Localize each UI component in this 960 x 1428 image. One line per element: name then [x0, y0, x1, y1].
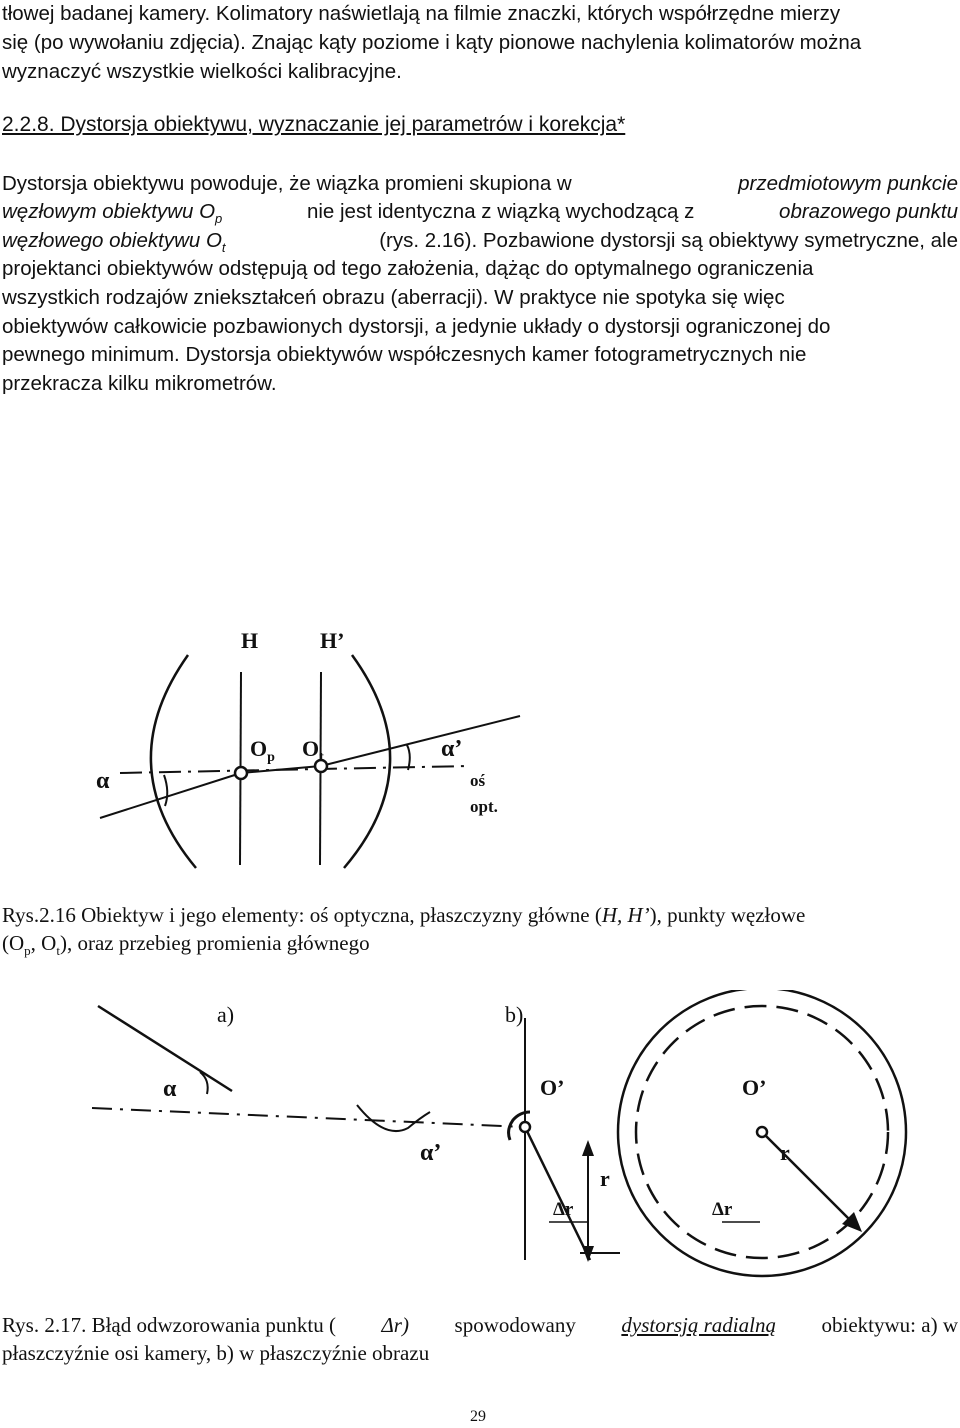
radius-line	[762, 1132, 850, 1220]
label-ot-o: O	[302, 736, 320, 761]
optical-axis-a	[92, 1108, 525, 1127]
label-opt: opt.	[470, 797, 498, 816]
paragraph-line-1	[2, 172, 958, 196]
para-l2-italic-end: obrazowego punktu	[779, 200, 958, 223]
node-point-b	[757, 1127, 767, 1137]
figure-2-16	[0, 600, 960, 900]
cap216-a: Rys.2.16 Obiektyw i jego elementy: oś optyczna, płaszczyzny główne (	[2, 903, 602, 927]
cap217-a: Rys. 2.17. Błąd odwzorowania punktu (	[2, 1313, 336, 1337]
intro-line-3: wyznaczyć wszystkie wielkości kalibracyjne.	[2, 60, 402, 83]
label-o-prime-b: O’	[742, 1075, 767, 1100]
optical-axis	[120, 766, 470, 773]
cap216-d: (O	[2, 931, 25, 955]
para-l2-sub: p	[215, 211, 223, 227]
label-op	[250, 736, 275, 765]
paragraph-line-6	[2, 315, 958, 339]
outgoing-ray	[321, 716, 520, 766]
label-alpha-prime-a: α’	[420, 1140, 442, 1166]
para-l1-italic: przedmiotowym punkcie	[738, 172, 958, 195]
section-heading: 2.2.8. Dystorsja obiektywu, wyznaczanie jej parametrów i korekcja*	[2, 113, 626, 136]
para-l2-text: nie jest identyczna z wiązką wychodzącą z	[306, 200, 695, 223]
label-delta-r-a: Δr	[553, 1199, 574, 1220]
intro-line-2: się (po wywołaniu zdjęcia). Znając kąty poziome i kąty pionowe nachylenia kolimatorów można	[2, 31, 862, 54]
figure-2-17-caption-line-2: płaszczyźnie osi kamery, b) w płaszczyźnie obrazu	[2, 1341, 430, 1365]
para-l3-ot: węzłowego obiektywu O	[2, 229, 222, 252]
label-o-prime-a: O’	[540, 1075, 565, 1100]
angle-arc-alpha-prime-a	[357, 1105, 430, 1131]
cap216-b: H, H’	[601, 903, 650, 927]
label-op-sub: p	[267, 750, 275, 765]
lens-surface-left	[151, 655, 196, 868]
para-l7-text: pewnego minimum. Dystorsja obiektywów współczesnych kamer fotogrametrycznych nie	[2, 343, 807, 366]
label-os: oś	[470, 771, 486, 790]
paragraph-line-3	[2, 229, 958, 255]
paragraph-line-4	[2, 257, 958, 281]
label-alpha-prime: α’	[441, 736, 463, 762]
para-l2-italic	[2, 200, 222, 226]
node-point-a	[520, 1122, 530, 1132]
label-h: H	[241, 628, 259, 653]
r-arrow-up	[582, 1140, 594, 1156]
figure-2-17	[0, 990, 960, 1280]
cap217-b: Δr)	[381, 1313, 409, 1337]
paragraph-line-8: przekracza kilku mikrometrów.	[2, 372, 277, 395]
cap216-e: , O	[30, 931, 57, 955]
para-l1-text: Dystorsja obiektywu powoduje, że wiązka promieni skupiona w	[2, 172, 572, 195]
cap217-d: dystorsją radialną	[621, 1313, 776, 1337]
label-delta-r-b: Δr	[712, 1199, 733, 1220]
outgoing-ray-a	[525, 1127, 590, 1260]
page-number: 29	[470, 1408, 486, 1425]
label-h-prime: H’	[320, 628, 345, 653]
paragraph-line-2	[2, 200, 958, 226]
cap217-e: obiektywu: a) w	[821, 1313, 958, 1337]
cap216-sub2: t	[56, 943, 60, 959]
para-l4-text: projektanci obiektywów odstępują od tego założenia, dążąc do optymalnego ograniczenia	[2, 257, 814, 280]
label-a: a)	[217, 1002, 235, 1027]
cap216-f: ), oraz przebieg promienia głównego	[59, 931, 370, 955]
paragraph-line-7	[2, 343, 958, 367]
figure-2-16-caption-line-2	[2, 931, 370, 959]
label-alpha: α	[96, 768, 110, 794]
figure-2-17-caption-line-1	[2, 1313, 958, 1338]
label-alpha-a: α	[163, 1076, 177, 1102]
intro-line-1: tłowej badanej kamery. Kolimatory naświetlają na filmie znaczki, których współrzędne mierzy	[2, 2, 841, 25]
para-l6-text: obiektywów całkowicie pozbawionych dystorsji, a jedynie układy o dystorsji ograniczonej do	[2, 315, 831, 338]
cap216-sub1: p	[24, 943, 31, 959]
para-l3-text: (rys. 2.16). Pozbawione dystorsji są obiektywy symetryczne, ale	[379, 229, 958, 252]
label-r-a: r	[600, 1166, 610, 1191]
para-l3-sub: t	[221, 240, 226, 256]
lens-surface-right	[344, 655, 390, 868]
paragraph-line-5	[2, 286, 958, 310]
label-r-b: r	[780, 1140, 790, 1165]
label-b: b)	[505, 1002, 524, 1027]
para-l2-op: węzłowym obiektywu O	[2, 200, 216, 223]
figure-2-16-caption-line-1	[2, 903, 805, 928]
para-l3-italic	[2, 229, 226, 255]
cap216-c: ), punkty węzłowe	[649, 903, 806, 927]
incoming-ray	[100, 773, 241, 818]
angle-arc-alpha	[164, 775, 167, 806]
para-l5-text: wszystkich rodzajów zniekształceń obrazu (aberracji). W praktyce nie spotyka się więc	[2, 286, 785, 309]
node-point-op	[235, 767, 247, 779]
label-op-o: O	[250, 736, 268, 761]
label-ot-sub: t	[319, 750, 324, 765]
cap217-c: spowodowany	[454, 1313, 576, 1337]
